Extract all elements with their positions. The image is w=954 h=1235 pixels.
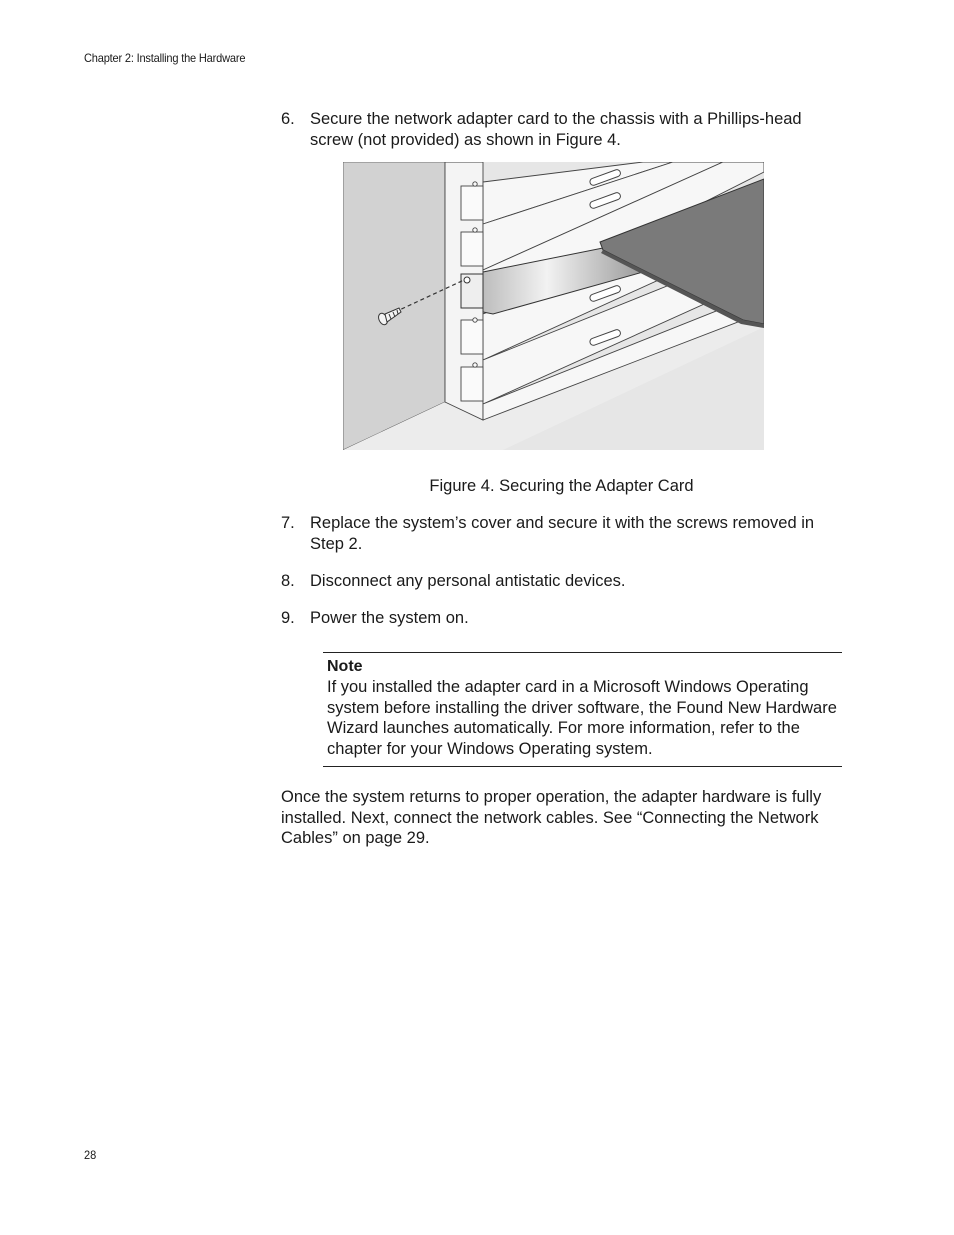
closing-paragraph: Once the system returns to proper operation, the adapter hardware is fully installed. Next, connect the network cables. See “Connecting the Network Cables” on page 29. [281,788,822,847]
step-text: Replace the system’s cover and secure it with the screws removed in Step 2. [310,514,815,553]
step-text: Power the system on. [310,609,469,627]
note-box [323,652,842,767]
running-head: Chapter 2: Installing the Hardware [84,51,246,65]
figure-caption: Figure 4. Securing the Adapter Card [429,477,694,495]
step-6 [281,109,841,150]
step-8 [281,571,841,592]
step-text: Secure the network adapter card to the chassis with a Phillips-head screw (not provided) as shown in Figure 4. [310,110,802,149]
figure-securing-adapter-card [343,162,764,450]
page-number: 28 [84,1148,97,1162]
screw-hole [464,277,470,283]
step-number: 6. [281,110,295,128]
note-heading: Note [327,658,363,675]
chassis-wall [343,162,445,450]
step-number: 7. [281,514,295,532]
step-number: 9. [281,609,295,627]
step-number: 8. [281,572,295,590]
step-7 [281,513,841,554]
step-9 [281,608,841,629]
adapter-card-illustration [343,162,764,450]
step-text: Disconnect any personal antistatic devices. [310,572,626,590]
note-body: If you installed the adapter card in a Microsoft Windows Operating system before installing the driver software, the Found New Hardware Wizard launches automatically. For more information, refer to the chapter for your Windows Operating system. [327,678,837,758]
